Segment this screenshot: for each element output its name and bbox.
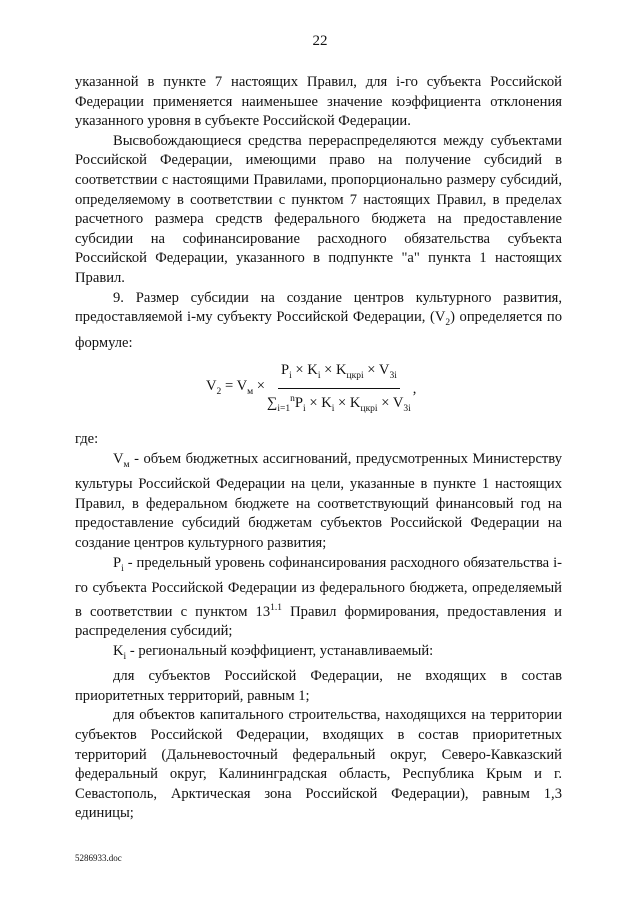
item-9-text: 9. Размер субсидии на создание центров культурного развития, предоставляемой i-му субъекту Российской Федерации, (V (75, 289, 562, 326)
paragraph-priority: для объектов капитального строительства, находящихся на территории субъектов Российской Федерации, входящих в состав приоритетных территорий (Дальневосточный федеральный округ, Северо-Кавказский федеральный округ, Калининградская область, Республика Крым и г. Севастополь, Арктическая зона Российской Федерации), равным 1,3 единицы; (75, 707, 562, 822)
formula-numerator: $P_i \times K_i \times K_{цкрi} \times V_{3i}$ (278, 361, 400, 389)
paragraph-coefficient: указанной в пункте 7 настоящих Правил, для i-го субъекта Российской Федерации применяется наименьшее значение коэффициента отклонения указанного уровня в субъекте Российской Федерации. (75, 74, 562, 130)
formula-lhs: $V_2 = V_м$ × (206, 378, 266, 398)
formula-comma: , (412, 381, 417, 398)
subsidy-formula (206, 361, 562, 419)
where-label: где: (75, 431, 99, 448)
file-footer: 5286933.doc (75, 853, 122, 863)
paragraph-non-priority: для субъектов Российской Федерации, не входящих в состав приоритетных территорий, равным 1; (75, 668, 562, 704)
item-9-sub: 2 (445, 318, 451, 329)
definition-pi: $P_i$ - предельный уровень софинансирования расходного обязательства i-го субъекта Российской Федерации из федерального бюджета, определяемый в соответствии с пунктом $13^{1.1}$ Правил формирования, предоставления и распределения субсидий; (75, 554, 562, 640)
definition-vm: $V_м$ - объем бюджетных ассигнований, предусмотренных Министерству культуры Российской Федерации на цели, указанные в пункте 1 настоящих Правил, в федеральном бюджете на соответствующий финансовый год на предоставление субсидий бюджетам субъектов Российской Федерации на создание центров культурного развития; (75, 450, 562, 551)
paragraph-redistribution: Высвобождающиеся средства перераспределяются между субъектами Российской Федерации, имеющими право на получение субсидий в соответствии с настоящими Правилами, пропорционально размеру субсидий, определяемому в соответствии с пунктом 7 настоящих Правил, в пределах расчетного размера средств федерального бюджета на предоставление субсидии на софинансирование расходного обязательства субъекта Российской Федерации, указанного в подпункте "а" пункта 1 настоящих Правил. (75, 132, 562, 286)
definition-ki: $K_i$ - региональный коэффициент, устанавливаемый: (113, 642, 434, 662)
document-body (75, 73, 562, 824)
page-number: 22 (312, 33, 328, 49)
item-9-end: ) определяется по формуле: (75, 309, 562, 351)
formula-fraction (267, 361, 411, 419)
paragraph-item-9 (75, 289, 562, 354)
formula-denominator: $\sum_{i=1}^nP_i \times K_i \times K_{цкрi} \times V_{3i}$ (267, 393, 411, 414)
